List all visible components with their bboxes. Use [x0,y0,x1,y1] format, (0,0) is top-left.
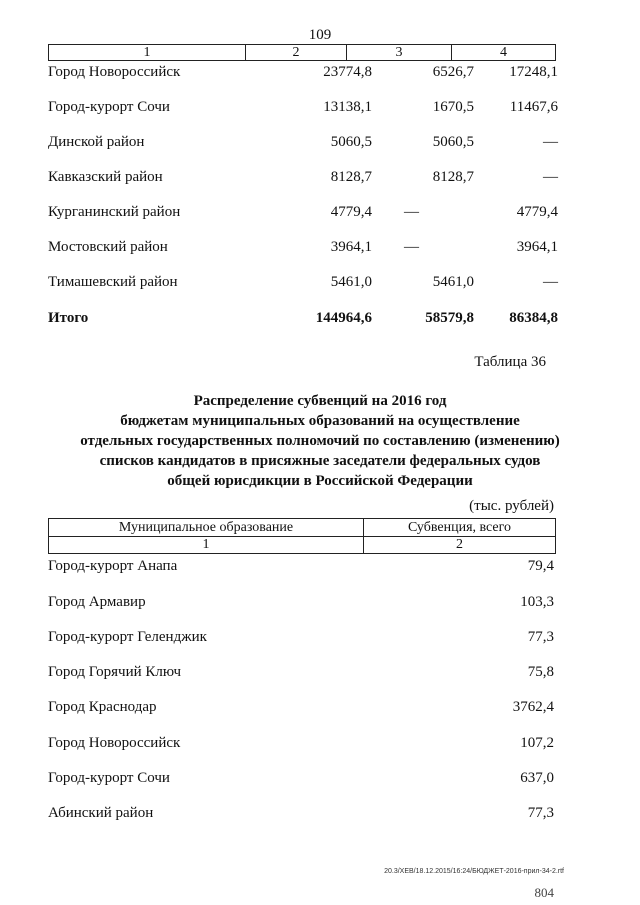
row-name: Тимашевский район [48,274,178,290]
header-municipality: Муниципальное образование [49,519,364,536]
row-col-2: 3964,1 [330,239,372,255]
title-line: Распределение субвенций на 2016 год [193,393,447,409]
row-name: Город Горячий Ключ [48,664,182,680]
row-col-2: 8128,7 [330,169,372,185]
header-num-2: 2 [456,537,463,552]
table-row [48,274,558,294]
row-col-2: 4779,4 [330,204,372,220]
total-col-4: 86384,8 [509,310,558,326]
row-col-2: 5461,0 [330,274,372,290]
row-value: 77,3 [527,805,554,821]
table-row [48,204,558,224]
row-name: Кавказский район [48,169,163,185]
table-row [48,99,558,119]
row-col-3: 1670,5 [432,99,474,115]
table-row [48,664,554,684]
title-line: отдельных государственных полномочий по составлению (изменению) [80,433,560,449]
table-row [48,699,554,719]
row-name: Мостовский район [48,239,168,255]
row-col-4: 17248,1 [509,64,558,80]
table-row [48,134,558,154]
total-col-2: 144964,6 [315,310,372,326]
table-row [48,805,554,825]
units-label: (тыс. рублей) [469,498,554,514]
row-name: Город-курорт Сочи [48,770,170,786]
row-col-2: 23774,8 [323,64,372,80]
table-label: Таблица 36 [474,354,546,370]
table-top-header-col-1: 1 [143,45,151,60]
row-name: Город Новороссийск [48,64,181,80]
table-row [48,594,554,614]
total-label: Итого [48,310,89,326]
row-value: 637,0 [520,770,554,786]
row-value: 107,2 [520,735,554,751]
row-col-3: 5060,5 [432,134,474,150]
row-value: 79,4 [527,558,554,574]
row-col-4: — [543,134,558,150]
row-col-4: 11467,6 [509,99,558,115]
row-value: 103,3 [520,594,554,610]
row-name: Динской район [48,134,145,150]
row-name: Город Новороссийск [48,735,181,751]
row-col-3: 6526,7 [432,64,474,80]
header-subvention: Субвенция, всего [407,520,512,535]
row-value: 75,8 [527,664,554,680]
row-name: Город-курорт Геленджик [48,629,207,645]
row-col-4: — [543,169,558,185]
table-second-header [48,518,556,554]
title-line: списков кандидатов в присяжные заседатели федеральных судов [99,453,541,469]
row-col-3: — [404,239,419,255]
row-col-2: 13138,1 [323,99,372,115]
table-row [48,64,558,84]
row-name: Курганинский район [48,204,181,220]
page-number: 109 [308,27,332,43]
row-col-4: 3964,1 [516,239,558,255]
table-row [48,239,558,259]
table-row [48,558,554,578]
page-stamp: 804 [534,885,554,900]
row-col-4: 4779,4 [516,204,558,220]
table-top-header-col-4: 4 [451,45,555,60]
title-line: бюджетам муниципальных образований на осуществление [120,413,520,429]
document-title [0,391,640,491]
row-name: Абинский район [48,805,154,821]
footer-file-code: 20.3/ХЕВ/18.12.2015/16:24/БЮДЖЕТ-2016-прил-34-2.rtf [384,868,564,875]
table-top-header-col-2: 2 [245,45,346,60]
row-col-2: 5060,5 [330,134,372,150]
table-row [48,735,554,755]
row-name: Город Краснодар [48,699,157,715]
row-col-3: — [404,204,419,220]
row-col-3: 8128,7 [432,169,474,185]
table-row [48,169,558,189]
table-row [48,770,554,790]
row-value: 3762,4 [512,699,554,715]
table-top-header [48,44,556,61]
title-line: общей юрисдикции в Российской Федерации [167,473,473,489]
row-name: Город-курорт Анапа [48,558,178,574]
row-name: Город-курорт Сочи [48,99,170,115]
row-col-3: 5461,0 [432,274,474,290]
header-num-1: 1 [49,537,364,553]
total-col-3: 58579,8 [425,310,474,326]
table-top-header-col-3: 3 [346,45,451,60]
row-value: 77,3 [527,629,554,645]
table-row [48,629,554,649]
row-name: Город Армавир [48,594,146,610]
row-col-4: — [543,274,558,290]
table-total-row [48,310,558,330]
